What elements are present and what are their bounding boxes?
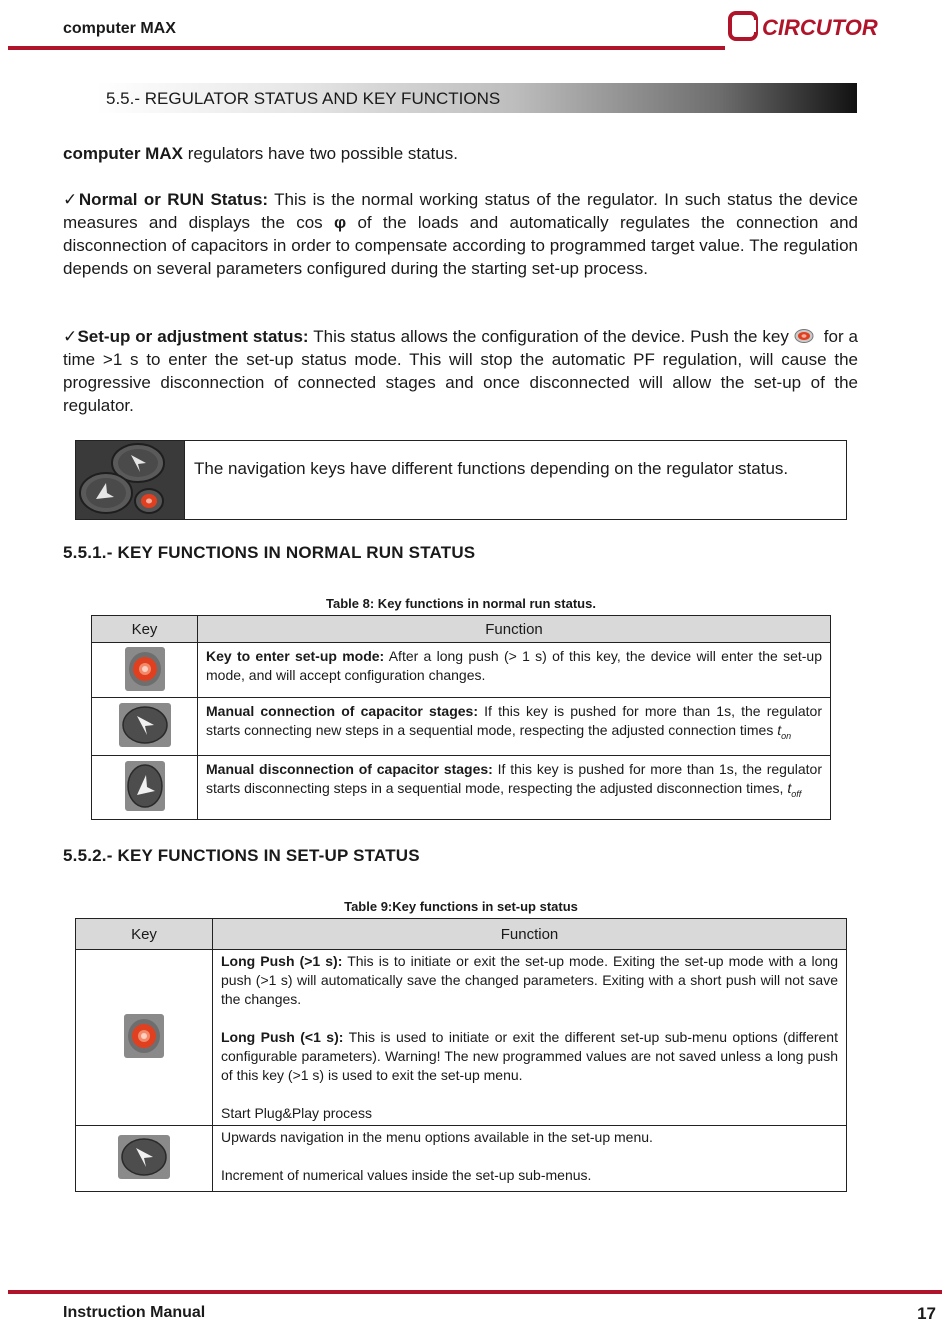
phi-symbol: φ	[333, 213, 347, 232]
run-status-text: This is the normal working status of the regulator. In such status the device measures and displays the cos	[63, 190, 858, 232]
key-cell	[92, 756, 198, 820]
function-bold: Manual connection of capacitor stages:	[206, 703, 479, 719]
keypad-photo	[76, 441, 185, 519]
run-status-label: Normal or RUN Status:	[78, 190, 269, 209]
col-function-header: Function	[213, 919, 847, 950]
long-push-save-paragraph	[221, 952, 838, 1009]
check-icon: ✓	[63, 327, 78, 346]
col-key-header: Key	[76, 919, 213, 950]
function-bold: Long Push (>1 s):	[221, 953, 343, 969]
function-bold: Key to enter set-up mode:	[206, 648, 385, 664]
function-text: If this key is pushed for more than 1s, the regulator starts disconnecting steps in a sequential mode, respecting the adjusted disconnection times,	[206, 761, 822, 796]
header-rule	[8, 46, 725, 50]
setup-key-icon	[125, 647, 165, 694]
table-row	[76, 1126, 847, 1192]
key-cell	[92, 643, 198, 698]
section-title-bar	[96, 83, 857, 113]
table-header-row	[92, 616, 831, 643]
key-cell	[92, 698, 198, 756]
time-symbol: t	[777, 722, 782, 738]
footer-rule	[8, 1290, 942, 1294]
function-bold: Manual disconnection of capacitor stages:	[206, 761, 493, 777]
short-push-paragraph	[221, 1028, 838, 1085]
footer-title: Instruction Manual	[63, 1304, 206, 1321]
col-function-header: Function	[198, 616, 831, 643]
table-row	[92, 643, 831, 698]
table-row	[92, 698, 831, 756]
run-status-paragraph	[63, 188, 858, 280]
key-cell	[76, 1126, 213, 1192]
table-row	[92, 756, 831, 820]
table-9	[75, 918, 847, 1192]
navigation-note-text: The navigation keys have different functions depending on the regulator status.	[194, 459, 789, 478]
table-9-caption: Table 9:Key functions in set-up status	[344, 899, 578, 914]
check-icon: ✓	[63, 190, 79, 209]
table-row	[76, 950, 847, 1126]
circutor-logo	[728, 10, 908, 42]
function-cell	[198, 698, 831, 756]
header-title: computer MAX	[63, 20, 176, 37]
function-bold: Long Push (<1 s):	[221, 1029, 344, 1045]
subsection-title-run: 5.5.1.- KEY FUNCTIONS IN NORMAL RUN STATUS	[63, 543, 476, 562]
up-arrow-key-icon	[118, 1135, 170, 1182]
logo-text: CIRCUTOR	[762, 15, 878, 40]
function-text: This is to initiate or exit the set-up mode. Exiting the set-up mode with a long push (>1 s) will automatically save the changed parameters. Exiting with a short push will not save the changes.	[221, 953, 838, 1007]
function-text: This is used to initiate or exit the different set-up sub-menu options (different configurable parameters). Warning! The new programmed values are not saved unless a long push of this key (>1 s) is used to exit the set-up menu.	[221, 1029, 838, 1083]
function-text: If this key is pushed for more than 1s, the regulator starts connecting new steps in a sequential mode, respecting the adjusted connection times	[206, 703, 823, 738]
setup-status-text-a: This status allows the configuration of the device. Push the key	[308, 327, 789, 346]
up-arrow-key-icon	[119, 703, 171, 750]
navigation-note-box	[75, 440, 847, 520]
intro-text: regulators have two possible status.	[182, 144, 458, 163]
table-8	[91, 615, 831, 820]
function-cell	[213, 950, 847, 1126]
function-cell	[213, 1126, 847, 1192]
setup-key-icon	[793, 327, 815, 343]
time-subscript: off	[791, 788, 802, 799]
time-subscript: on	[781, 730, 792, 741]
setup-status-paragraph	[63, 325, 858, 417]
upward-navigation-text: Upwards navigation in the menu options available in the set-up menu.	[221, 1129, 653, 1145]
setup-status-label: Set-up or adjustment status:	[77, 327, 309, 346]
intro-paragraph	[63, 142, 858, 165]
down-arrow-key-icon	[125, 761, 165, 814]
subsection-title-setup: 5.5.2.- KEY FUNCTIONS IN SET-UP STATUS	[63, 846, 420, 865]
table-8-caption: Table 8: Key functions in normal run status.	[326, 596, 596, 611]
setup-key-icon	[124, 1014, 164, 1061]
key-cell	[76, 950, 213, 1126]
function-text: After a long push (> 1 s) of this key, the device will enter the set-up mode, and will accept configuration changes.	[206, 648, 822, 683]
run-status-text-2: of the loads and automatically regulates the connection and disconnection of capacitors in order to compensate according to programmed target value. The regulation depends on several parameters configured during the starting set-up process.	[63, 213, 858, 278]
setup-status-text-b: for a time >1 s to enter the set-up status mode. This will stop the automatic PF regulation, will cause the progressive disconnection of connected stages and once disconnected will allow the set-up of the regulator.	[63, 327, 859, 415]
time-symbol: t	[787, 780, 792, 796]
col-key-header: Key	[92, 616, 198, 643]
increment-values-text: Increment of numerical values inside the set-up sub-menus.	[221, 1167, 592, 1183]
function-cell	[198, 756, 831, 820]
table-header-row	[76, 919, 847, 950]
plug-and-play-text: Start Plug&Play process	[221, 1105, 372, 1121]
section-title: 5.5.- REGULATOR STATUS AND KEY FUNCTIONS	[106, 89, 501, 108]
function-cell	[198, 643, 831, 698]
intro-product-name: computer MAX	[63, 144, 183, 163]
page-number: 17	[917, 1304, 936, 1323]
